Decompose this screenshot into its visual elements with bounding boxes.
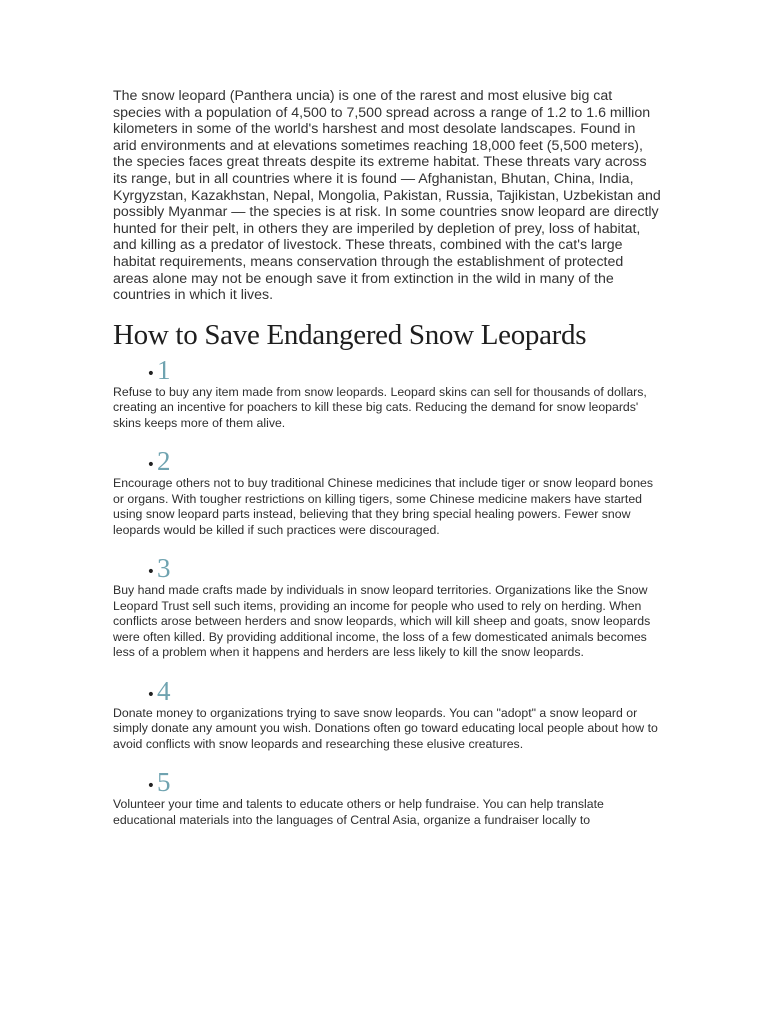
step-item-2: [113, 443, 661, 538]
step-header: [113, 352, 661, 384]
step-text: Donate money to organizations trying to save snow leopards. You can "adopt" a snow leopard or simply donate any amount you wish. Donations often go toward educating local people about how to avoid conflicts with snow leopards and researching these elusive creatures.: [113, 705, 658, 751]
step-text: Encourage others not to buy traditional Chinese medicines that include tiger or snow leopard bones or organs. With tougher restrictions on killing tigers, some Chinese medicine makers have started using snow leopard parts instead, believing that they bring special healing powers. Fewer snow leopards would be killed if such practices were discouraged.: [113, 476, 654, 537]
steps-list: [113, 352, 661, 829]
bullet-icon: •: [146, 778, 155, 795]
step-header: [113, 550, 661, 582]
step-item-5: [113, 764, 661, 828]
step-number: 3: [157, 553, 171, 584]
step-text: Buy hand made crafts made by individuals in snow leopard territories. Organizations like the Snow Leopard Trust sell such items, providing an income for people who used to rely on herding. When conflicts arose between herders and snow leopards, which will kill sheep and goats, snow leopards were often killed. By providing additional income, the loss of a few domesticated animals becomes less of a problem when it happens and herders are less likely to kill the snow leopards.: [113, 583, 651, 660]
step-number: 2: [157, 446, 171, 477]
step-header: [113, 443, 661, 475]
step-number: 1: [157, 354, 171, 385]
intro-paragraph: The snow leopard (Panthera uncia) is one of the rarest and most elusive big cat species with a population of 4,500 to 7,500 spread across a range of 1.2 to 1.6 million kilometers in some of the world's harshest and most desolate landscapes. Found in arid environments and at elevations sometimes reaching 18,000 feet (5,500 meters), the species faces great threats despite its extreme habitat. These threats vary across its range, but in all countries where it is found — Afghanistan, Bhutan, China, India, Kyrgyzstan, Kazakhstan, Nepal, Mongolia, Pakistan, Russia, Tajikistan, Uzbekistan and possibly Myanmar — the species is at risk. In some countries snow leopard are directly hunted for their pelt, in others they are imperiled by depletion of prey, loss of habitat, and killing as a predator of livestock. These threats, combined with the cat's large habitat requirements, means conservation through the establishment of protected areas alone may not be enough save it from extinction in the wild in many of the countries in which it lives.: [113, 88, 661, 304]
step-header: [113, 673, 661, 705]
step-item-4: [113, 673, 661, 753]
step-item-3: [113, 550, 661, 661]
step-number: 5: [157, 767, 171, 798]
step-item-1: [113, 352, 661, 432]
bullet-icon: •: [146, 457, 155, 474]
document-page: [113, 88, 661, 828]
step-text: Refuse to buy any item made from snow leopards. Leopard skins can sell for thousands of dollars, creating an incentive for poachers to kill these big cats. Reducing the demand for snow leopards' skins keeps more of them alive.: [113, 384, 647, 430]
bullet-icon: •: [146, 564, 155, 581]
step-text: Volunteer your time and talents to educate others or help fundraise. You can help translate educational materials into the languages of Central Asia, organize a fundraiser locally to: [113, 797, 604, 827]
step-number: 4: [157, 675, 171, 706]
step-header: [113, 764, 661, 796]
bullet-icon: •: [146, 365, 155, 382]
section-heading: How to Save Endangered Snow Leopards: [113, 318, 587, 351]
bullet-icon: •: [146, 686, 155, 703]
